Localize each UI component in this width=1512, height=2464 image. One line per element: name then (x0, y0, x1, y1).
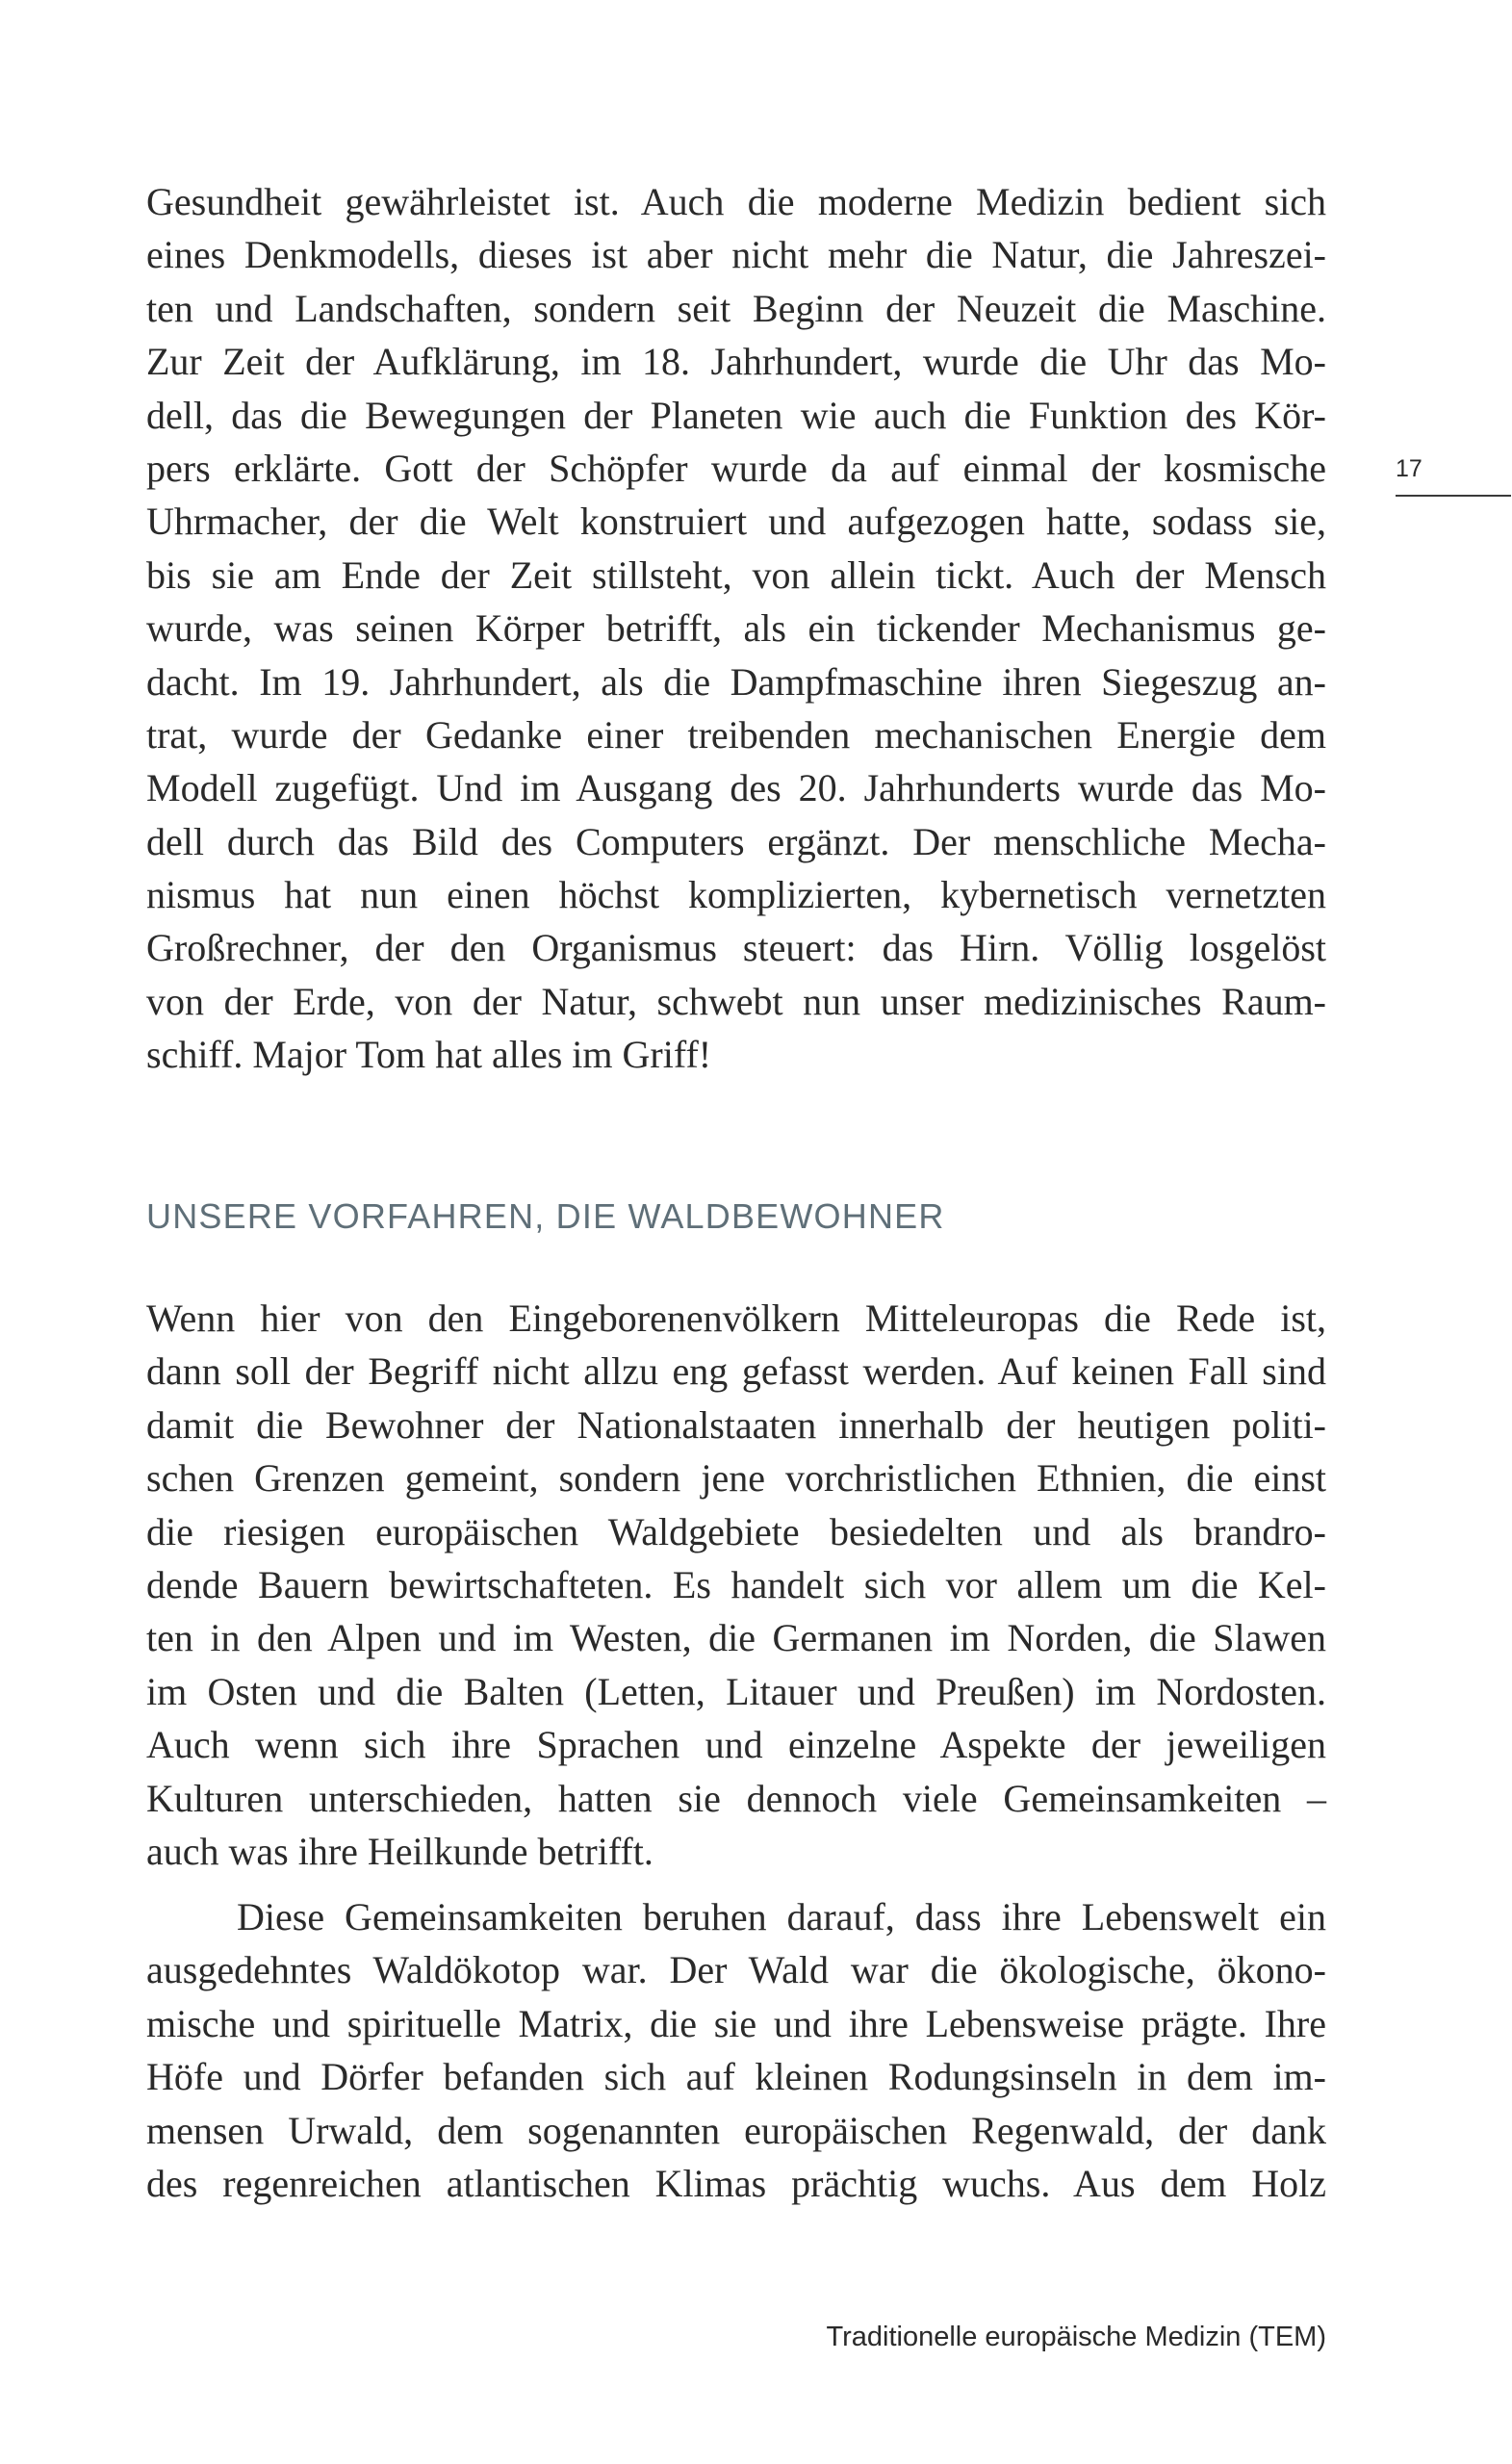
text-line: wurde, was seinen Körper betrifft, als ein tickender Mechanismus ge- (146, 606, 1326, 651)
text-line: Großrechner, der den Organismus steuert: das Hirn. Völlig losgelöst (146, 926, 1326, 970)
text-line: Wenn hier von den Eingeborenenvölkern Mitteleuropas die Rede ist, (146, 1296, 1326, 1340)
text-line: dell, das die Bewegungen der Planeten wie auch die Funktion des Kör- (146, 393, 1326, 437)
text-line: Diese Gemeinsamkeiten beruhen darauf, dass ihre Lebenswelt ein (237, 1895, 1326, 1938)
text-line: die riesigen europäischen Waldgebiete besiedelten und als brandro- (146, 1509, 1326, 1553)
text-line: trat, wurde der Gedanke einer treibenden mechanischen Energie dem (146, 712, 1326, 757)
running-footer: Traditionelle europäische Medizin (TEM) (826, 2322, 1326, 2352)
text-line: von der Erde, von der Natur, schwebt nun unser medizinisches Raum- (146, 979, 1326, 1023)
text-line: schiff. Major Tom hat alles im Griff! (146, 1033, 712, 1077)
text-line: Gesundheit gewährleistet ist. Auch die moderne Medizin bedient sich (146, 180, 1326, 223)
text-line: des regenreichen atlantischen Klimas prächtig wuchs. Aus dem Holz (146, 2161, 1326, 2205)
text-line: Uhrmacher, der die Welt konstruiert und aufgezogen hatte, sodass sie, (146, 500, 1326, 544)
text-line: Modell zugefügt. Und im Ausgang des 20. Jahrhunderts wurde das Mo- (146, 766, 1326, 810)
paragraph-continued (146, 175, 1326, 1082)
text-line: Zur Zeit der Aufklärung, im 18. Jahrhundert, wurde die Uhr das Mo- (146, 340, 1326, 384)
text-line: nismus hat nun einen höchst komplizierten, kybernetisch vernetzten (146, 873, 1326, 917)
text-line: mensen Urwald, dem sogenannten europäischen Regenwald, der dank (146, 2108, 1326, 2152)
text-line: schen Grenzen gemeint, sondern jene vorchristlichen Ethnien, die einst (146, 1456, 1326, 1501)
text-line: dacht. Im 19. Jahrhundert, als die Dampfmaschine ihren Siegeszug an- (146, 659, 1326, 704)
text-line: im Osten und die Balten (Letten, Litauer und Preußen) im Nordosten. (146, 1669, 1326, 1713)
paragraph (146, 1292, 1326, 1878)
text-line: Höfe und Dörfer befanden sich auf kleinen Rodungsinseln in dem im- (146, 2055, 1326, 2099)
text-line: eines Denkmodells, dieses ist aber nicht mehr die Natur, die Jahreszei- (146, 233, 1326, 277)
text-line: auch was ihre Heilkunde betrifft. (146, 1829, 653, 1873)
text-line: Kulturen unterschieden, hatten sie dennoch viele Gemeinsamkeiten – (146, 1776, 1326, 1820)
page-number: 17 (1396, 452, 1511, 497)
text-line: ten in den Alpen und im Westen, die Germanen im Norden, die Slawen (146, 1616, 1326, 1660)
text-line: dell durch das Bild des Computers ergänzt. Der menschliche Mecha- (146, 819, 1326, 863)
text-line: pers erklärte. Gott der Schöpfer wurde da auf einmal der kosmische (146, 446, 1326, 490)
text-line: mische und spirituelle Matrix, die sie und ihre Lebensweise prägte. Ihre (146, 2001, 1326, 2045)
text-line: ten und Landschaften, sondern seit Beginn der Neuzeit die Maschine. (146, 286, 1326, 330)
section-heading: UNSERE VORFAHREN, DIE WALDBEWOHNER (146, 1196, 945, 1236)
text-line: ausgedehntes Waldökotop war. Der Wald war die ökologische, ökono- (146, 1948, 1326, 1992)
text-line: bis sie am Ende der Zeit stillsteht, von allein tickt. Auch der Mensch (146, 552, 1326, 597)
text-line: Auch wenn sich ihre Sprachen und einzelne Aspekte der jeweiligen (146, 1723, 1326, 1767)
text-line: dann soll der Begriff nicht allzu eng gefasst werden. Auf keinen Fall sind (146, 1349, 1326, 1394)
paragraph (146, 1890, 1326, 2210)
text-line: dende Bauern bewirtschafteten. Es handelt sich vor allem um die Kel- (146, 1562, 1326, 1606)
text-line: damit die Bewohner der Nationalstaaten innerhalb der heutigen politi- (146, 1402, 1326, 1447)
